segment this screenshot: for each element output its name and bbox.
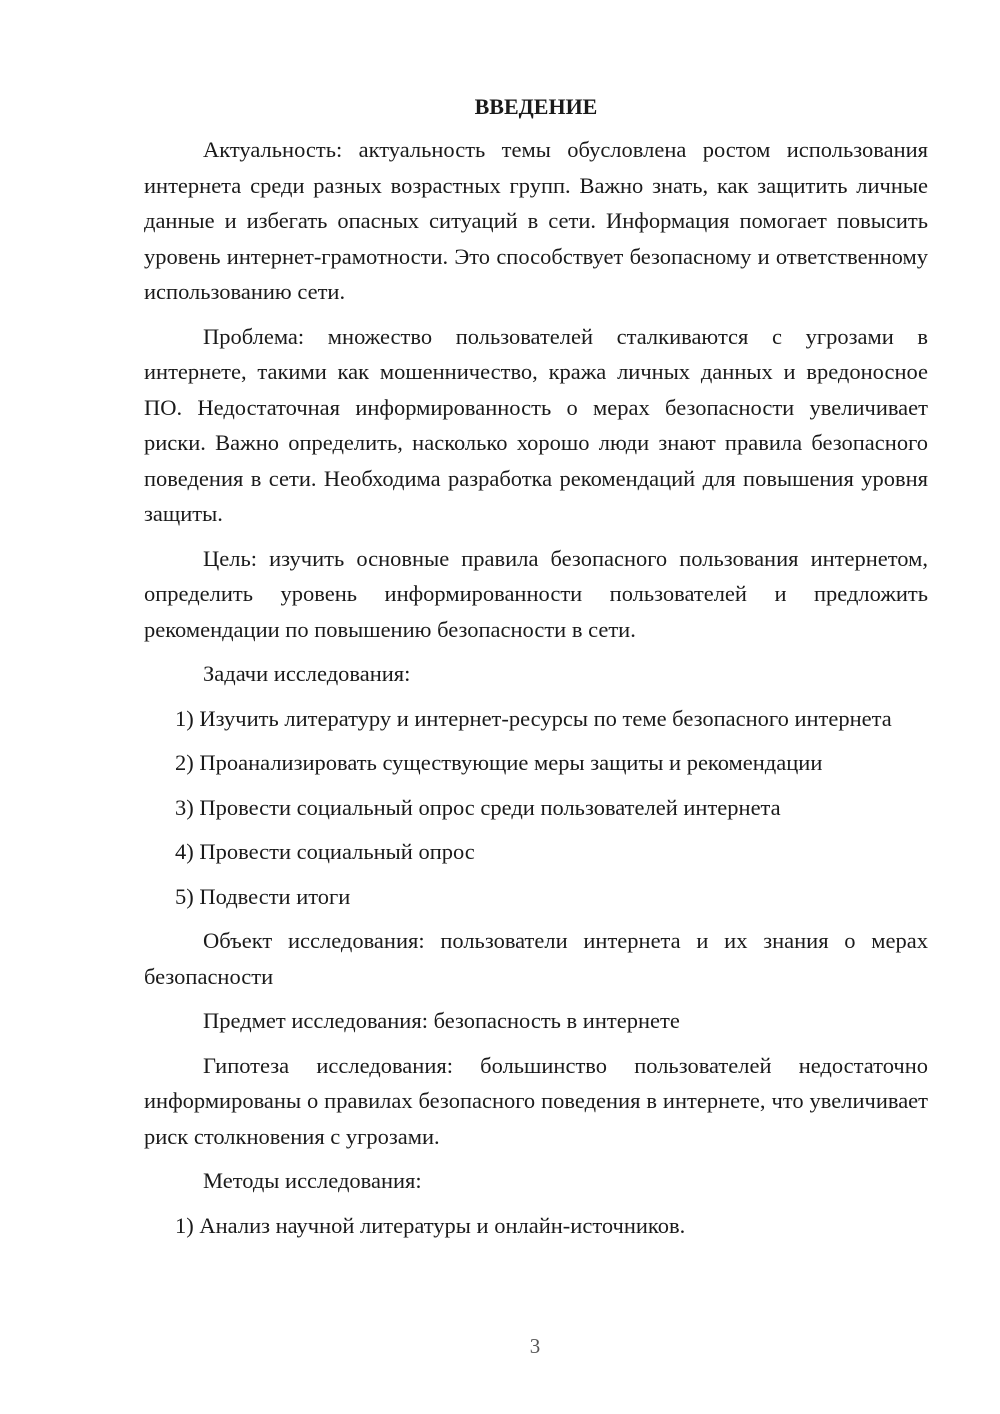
task-item-4: 4) Провести социальный опрос [175, 839, 475, 864]
paragraph-subject: Предмет исследования: безопасность в интернете [203, 1008, 680, 1033]
page-number: 3 [529, 1334, 541, 1358]
document-body [144, 92, 928, 1252]
page-title: ВВЕДЕНИЕ [474, 94, 598, 119]
paragraph-problem: Проблема: множество пользователей сталкиваются с угрозами в интернете, такими как мошенничество, кража личных данных и вредоносное ПО. Недостаточная информированность о мерах безопасности увеличивает риски. Важно определить, насколько хорошо люди знают правила безопасного поведения в сети. Необходима разработка рекомендаций для повышения уровня защиты. [144, 323, 928, 526]
paragraph-object: Объект исследования: пользователи интернета и их знания о мерах безопасности [144, 928, 928, 989]
method-item-1: 1) Анализ научной литературы и онлайн-источников. [175, 1212, 686, 1238]
paragraph-hypothesis: Гипотеза исследования: большинство пользователей недостаточно информированы о правилах безопасного поведения в интернете, что увеличивает риск столкновения с угрозами. [144, 1052, 928, 1149]
task-item-5: 5) Подвести итоги [175, 883, 351, 909]
task-item-1: 1) Изучить литературу и интернет-ресурсы по теме безопасного интернета [175, 705, 892, 731]
methods-heading: Методы исследования: [203, 1168, 422, 1193]
paragraph-relevance: Актуальность: актуальность темы обусловлена ростом использования интернета среди разных возрастных групп. Важно знать, как защитить личные данные и избегать опасных ситуаций в сети. Информация помогает повысить уровень интернет-грамотности. Это способствует безопасному и ответственному использованию сети. [144, 137, 928, 304]
task-item-3: 3) Провести социальный опрос среди пользователей интернета [175, 794, 781, 820]
paragraph-goal: Цель: изучить основные правила безопасного пользования интернетом, определить уровень информированности пользователей и предложить рекомендации по повышению безопасности в сети. [144, 545, 928, 642]
tasks-heading: Задачи исследования: [203, 661, 411, 686]
task-item-2: 2) Проанализировать существующие меры защиты и рекомендации [175, 750, 823, 775]
